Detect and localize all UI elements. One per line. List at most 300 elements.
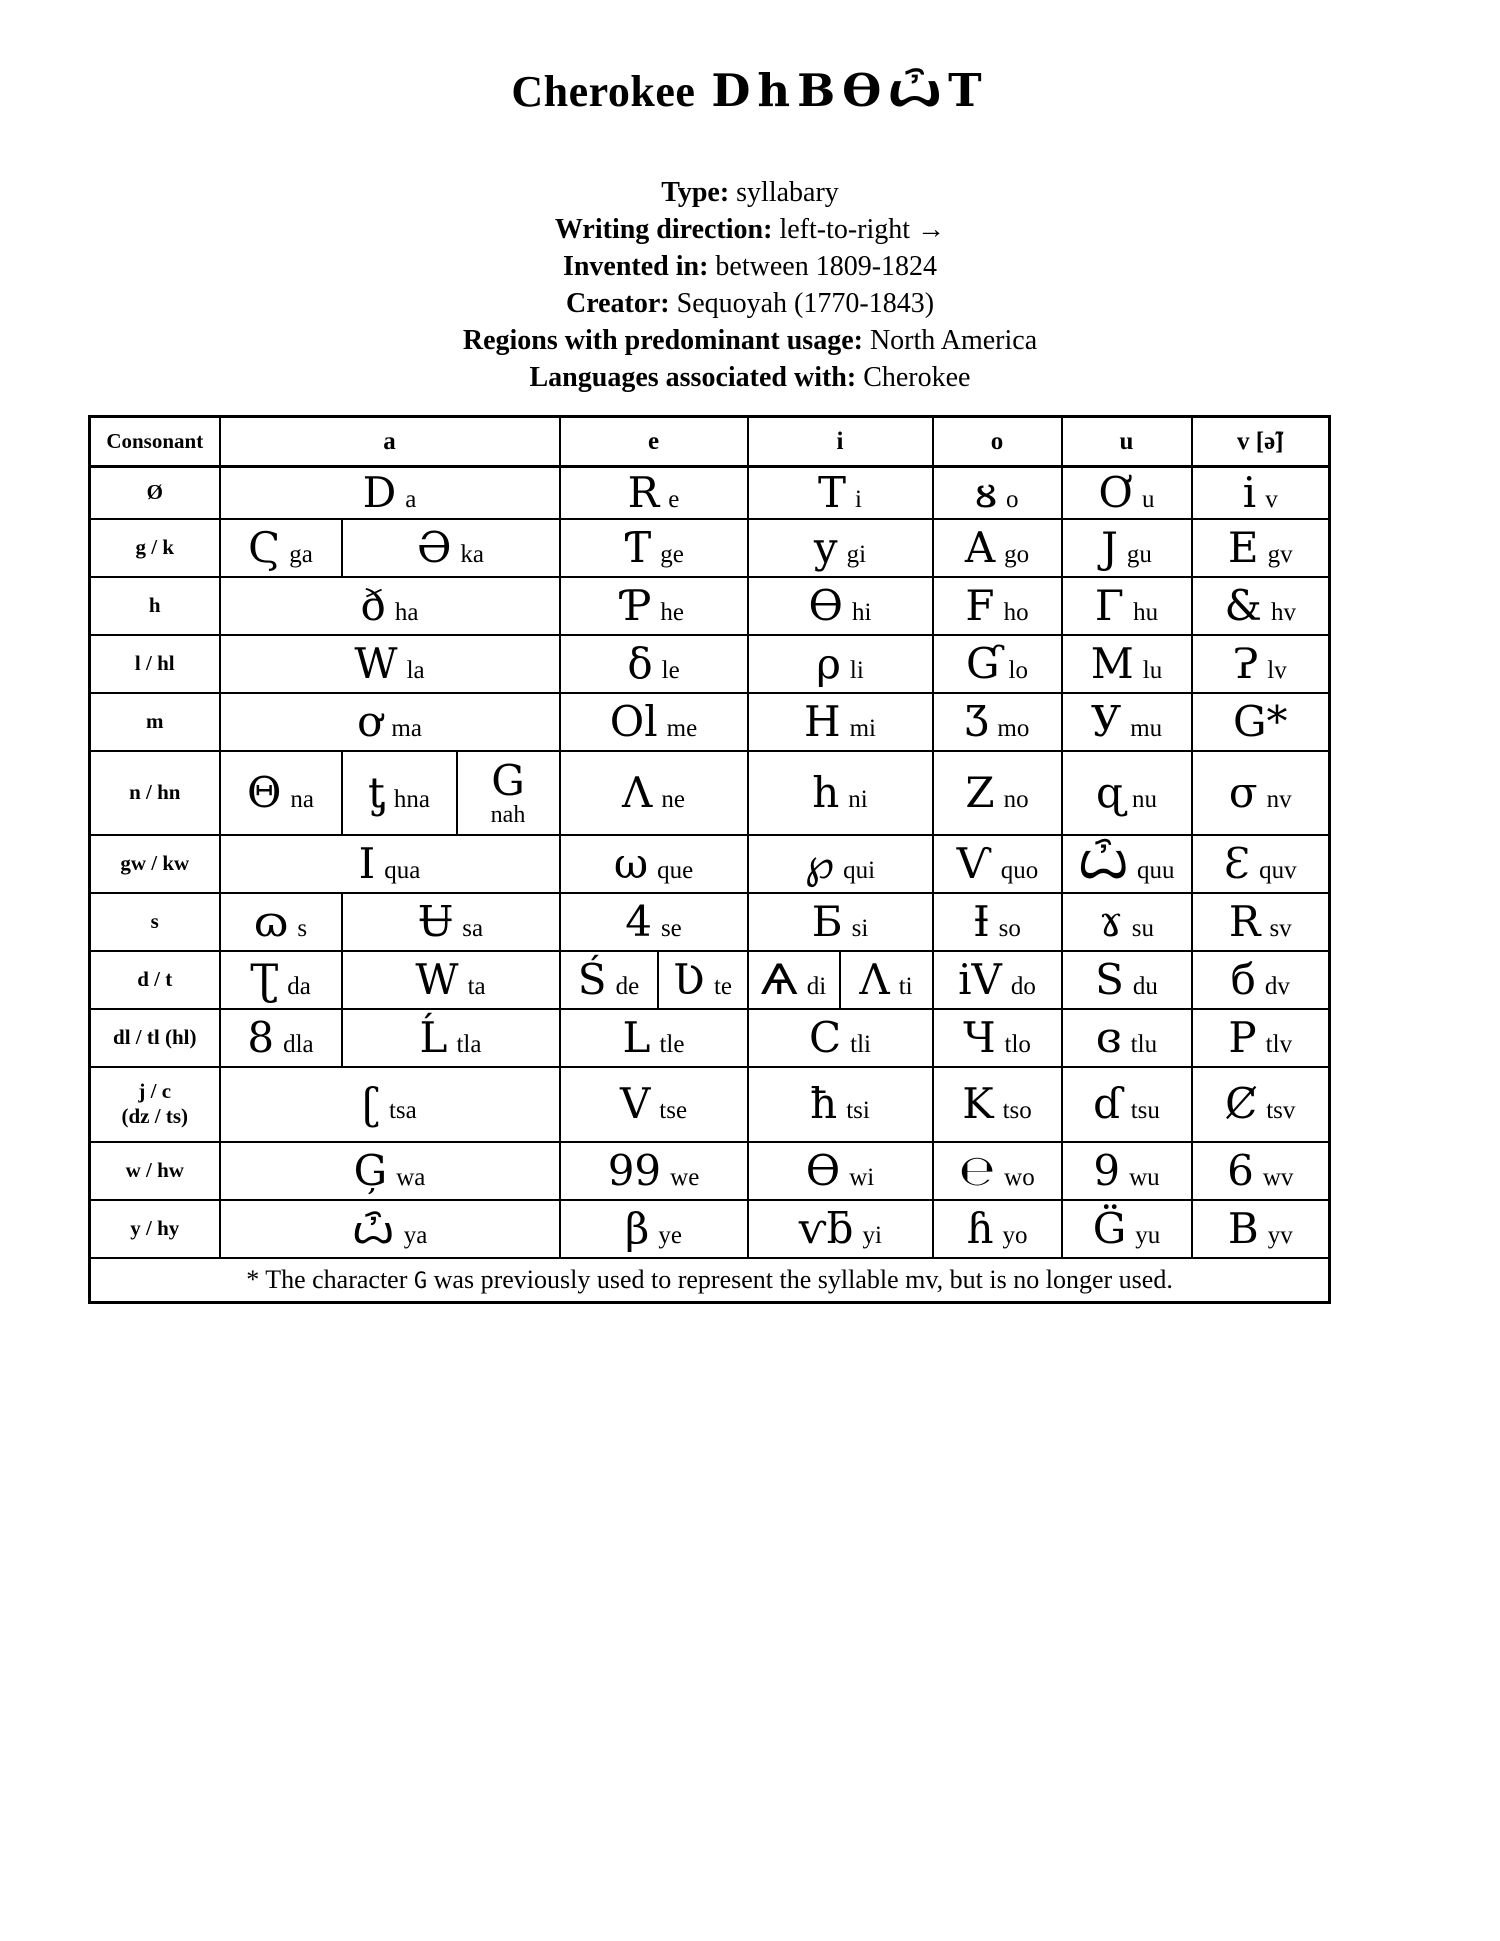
consonant-label: dl / tl (hl) [90, 1009, 220, 1067]
metadata-block [0, 174, 1500, 396]
cherokee-glyph: Ơ [1098, 467, 1133, 517]
syllable-cell-tlo [933, 1009, 1062, 1067]
romanization-label: hv [1270, 598, 1296, 626]
syllable-cell-go [933, 519, 1062, 577]
syllable-cell-wu [1062, 1142, 1192, 1200]
cherokee-glyph: 6 [1227, 1145, 1254, 1195]
syllable-cell-quu [1062, 835, 1192, 893]
syllable-cell-ne [560, 751, 748, 835]
romanization-label: tsi [846, 1097, 870, 1124]
romanization-label: su [1131, 914, 1154, 942]
cherokee-glyph: G̈ [1092, 1203, 1127, 1253]
romanization-label: s [297, 914, 308, 942]
syllable-cell-yi [748, 1200, 933, 1258]
romanization-label: ye [658, 1221, 682, 1249]
romanization-label: sv [1269, 914, 1292, 942]
romanization-label: nah [490, 801, 526, 828]
syllable-cell-tlv [1192, 1009, 1330, 1067]
romanization-label: la [406, 656, 425, 684]
cherokee-glyph: ℮ [959, 1145, 996, 1195]
syllable-cell-e [560, 467, 748, 519]
cherokee-glyph: ρ [816, 638, 841, 688]
syllable-cell-yv [1192, 1200, 1330, 1258]
cherokee-glyph: W [354, 638, 398, 688]
cherokee-glyph: J [1101, 522, 1118, 572]
romanization-label: ti [898, 972, 913, 1000]
romanization-label: do [1010, 972, 1036, 1000]
consonant-label: l / hl [90, 635, 220, 693]
cherokee-glyph: R [627, 467, 660, 517]
romanization-label: te [713, 972, 732, 1000]
romanization-label: lu [1142, 656, 1163, 684]
romanization-label: sa [462, 914, 484, 942]
syllable-cell-su [1062, 893, 1192, 951]
cherokee-glyph: ѵƃ [798, 1203, 854, 1253]
syllable-cell-gv [1192, 519, 1330, 577]
vowel-header-i: i [748, 417, 933, 467]
romanization-label: yv [1267, 1221, 1293, 1249]
vowel-header-u: u [1062, 417, 1192, 467]
cherokee-glyph: D [362, 467, 397, 517]
syllable-cell-di [748, 951, 840, 1009]
cherokee-glyph: ℘ [804, 838, 835, 888]
page-title [0, 64, 1500, 117]
syllable-cell-si [748, 893, 933, 951]
romanization-label: me [666, 714, 698, 742]
syllable-cell-tsu [1062, 1067, 1192, 1142]
cherokee-glyph: Ɛ [1223, 838, 1251, 888]
romanization-label: tsv [1266, 1097, 1296, 1124]
syllable-cell-te [658, 951, 748, 1009]
cherokee-glyph: У [1090, 696, 1122, 746]
cherokee-glyph: 9 [1093, 1145, 1121, 1195]
romanization-label: de [615, 972, 640, 1000]
romanization-label: lo [1008, 656, 1028, 684]
syllable-cell-gu [1062, 519, 1192, 577]
syllable-cell-hna [342, 751, 457, 835]
romanization-label: ha [394, 598, 419, 626]
cherokee-glyph: K [962, 1079, 994, 1128]
syllable-cell-ma [220, 693, 560, 751]
cherokee-glyph: S [1095, 954, 1124, 1004]
cherokee-glyph: W [415, 954, 459, 1004]
metadata-line [0, 211, 1500, 248]
cherokee-glyph: E [1227, 522, 1259, 572]
romanization-label: ge [660, 540, 684, 568]
metadata-line [0, 359, 1500, 396]
syllable-cell-mv [1192, 693, 1330, 751]
syllable-cell-wv [1192, 1142, 1330, 1200]
romanization-label: li [849, 656, 864, 684]
syllable-cell-we [560, 1142, 748, 1200]
syllabary-row-m [90, 693, 1330, 751]
syllable-cell-ka [342, 519, 560, 577]
syllable-cell-tse [560, 1067, 748, 1142]
romanization-label: we [670, 1163, 700, 1191]
consonant-label: h [90, 577, 220, 635]
romanization-label: no [1003, 785, 1029, 813]
cherokee-glyph: Θ [246, 767, 282, 817]
romanization-label: mu [1130, 714, 1163, 742]
romanization-label: qui [843, 856, 876, 884]
consonant-label: y / hy [90, 1200, 220, 1258]
romanization-label: ta [467, 972, 486, 1000]
cherokee-glyph: Ɠ [965, 638, 1000, 688]
syllable-cell-tsi [748, 1067, 933, 1142]
consonant-label: w / hw [90, 1142, 220, 1200]
syllable-cell-yu [1062, 1200, 1192, 1258]
cherokee-glyph: G* [1232, 696, 1288, 746]
cherokee-glyph: A [964, 522, 996, 572]
syllable-cell-ga [220, 519, 342, 577]
cherokee-glyph: ω [613, 838, 649, 888]
syllable-cell-ti [840, 951, 933, 1009]
romanization-label: du [1132, 972, 1158, 1000]
romanization-label: wo [1004, 1163, 1035, 1191]
cherokee-glyph: Ɨ [973, 896, 990, 946]
romanization-label: na [290, 785, 315, 813]
syllable-cell-tlu [1062, 1009, 1192, 1067]
cherokee-glyph: I [358, 838, 376, 888]
syllable-cell-quo [933, 835, 1062, 893]
metadata-line [0, 285, 1500, 322]
cherokee-glyph: G [491, 755, 525, 805]
cherokee-glyph: Ѳ [805, 1145, 841, 1195]
syllable-cell-tli [748, 1009, 933, 1067]
cherokee-glyph: ɦ [966, 1203, 994, 1253]
title-text: Cherokee [511, 67, 696, 116]
metadata-line [0, 174, 1500, 211]
romanization-label: gi [846, 540, 867, 568]
consonant-label: s [90, 893, 220, 951]
metadata-value: between 1809-1824 [708, 251, 938, 282]
cherokee-glyph: δ [627, 638, 653, 688]
cherokee-glyph: ɷ [253, 896, 289, 946]
romanization-label: le [661, 656, 680, 684]
cherokee-glyph: Λ [622, 767, 653, 817]
footnote-pre: * The character [246, 1264, 414, 1294]
syllable-cell-li [748, 635, 933, 693]
cherokee-glyph: ħ [810, 1079, 838, 1128]
syllable-cell-sa [342, 893, 560, 951]
cherokee-glyph: Ɂ [1233, 638, 1259, 688]
romanization-label: tlv [1265, 1030, 1293, 1058]
syllable-cell-no [933, 751, 1062, 835]
romanization-label: si [851, 914, 869, 942]
cherokee-glyph: B [1227, 1203, 1259, 1253]
syllable-cell-tso [933, 1067, 1062, 1142]
syllable-cell-u [1062, 467, 1192, 519]
cherokee-glyph: Ə [416, 522, 452, 572]
syllable-cell-que [560, 835, 748, 893]
romanization-label: quv [1259, 856, 1297, 884]
syllable-cell-ho [933, 577, 1062, 635]
cherokee-glyph: Ś [577, 954, 607, 1004]
syllable-cell-quv [1192, 835, 1330, 893]
romanization-label: yo [1002, 1221, 1028, 1249]
syllabary-table [88, 415, 1331, 1304]
romanization-label: yi [862, 1221, 882, 1249]
romanization-label: ga [289, 540, 313, 568]
cherokee-glyph: Z [965, 767, 995, 817]
syllabary-row-s [90, 893, 1330, 951]
consonant-label: j / c (dz / ts) [90, 1067, 220, 1142]
cherokee-glyph: Ol [609, 696, 658, 746]
cherokee-glyph: Ƃ [811, 896, 843, 946]
syllabary-row-g-k [90, 519, 1330, 577]
metadata-label: Regions with predominant usage: [462, 325, 863, 356]
cherokee-glyph: Ƭ [623, 522, 652, 572]
syllable-cell-mi [748, 693, 933, 751]
footnote-row [90, 1258, 1330, 1303]
syllable-cell-wi [748, 1142, 933, 1200]
syllable-cell-v [1192, 467, 1330, 519]
syllable-cell-me [560, 693, 748, 751]
romanization-label: tla [456, 1030, 482, 1058]
syllabary-row-w-hw [90, 1142, 1330, 1200]
syllable-cell-tsa [220, 1067, 560, 1142]
romanization-label: ne [661, 785, 685, 813]
cherokee-glyph: ƫ [368, 767, 385, 817]
romanization-label: gv [1267, 540, 1293, 568]
cherokee-glyph: M [1090, 638, 1134, 688]
syllable-cell-he [560, 577, 748, 635]
metadata-line [0, 322, 1500, 359]
consonant-label: n / hn [90, 751, 220, 835]
cherokee-glyph: Ʒ [964, 696, 989, 746]
syllabary-row-dl-tl-hl [90, 1009, 1330, 1067]
syllabary-row-l-hl [90, 635, 1330, 693]
cherokee-glyph: ơ [357, 696, 383, 746]
consonant-label: d / t [90, 951, 220, 1009]
cherokee-glyph: Ƥ [623, 580, 652, 630]
metadata-label: Type: [661, 177, 730, 208]
romanization-label: ya [403, 1221, 428, 1249]
cherokee-glyph: H [803, 696, 841, 746]
cherokee-glyph: Ʉ [417, 896, 454, 946]
romanization-label: he [660, 598, 684, 626]
syllable-cell-dla [220, 1009, 342, 1067]
cherokee-glyph: ᴕ [975, 467, 997, 517]
romanization-label: wu [1129, 1163, 1160, 1191]
cherokee-glyph: ɋ [1096, 767, 1123, 817]
syllable-cell-i [748, 467, 933, 519]
romanization-label: ka [460, 540, 485, 568]
syllable-cell-lv [1192, 635, 1330, 693]
cherokee-glyph: 99 [607, 1145, 662, 1195]
syllable-cell-mo [933, 693, 1062, 751]
cherokee-glyph: Ĺ [419, 1012, 448, 1062]
cherokee-glyph: ð [360, 580, 386, 630]
metadata-value: Sequoyah (1770-1843) [669, 288, 935, 319]
romanization-label: go [1004, 540, 1030, 568]
romanization-label: i [855, 485, 862, 513]
syllable-cell-tle [560, 1009, 748, 1067]
syllable-cell-se [560, 893, 748, 951]
romanization-label: o [1006, 485, 1019, 513]
cherokee-glyph: Ϛ [248, 522, 281, 572]
metadata-value: Cherokee [856, 362, 971, 393]
romanization-label: yu [1135, 1221, 1161, 1249]
romanization-label: di [806, 972, 827, 1000]
cherokee-glyph: 4 [625, 896, 652, 946]
cherokee-glyph: L [622, 1012, 651, 1062]
vowel-header-e: e [560, 417, 748, 467]
romanization-label: que [657, 856, 694, 884]
syllable-cell-de [560, 951, 658, 1009]
romanization-label: ni [848, 785, 868, 813]
romanization-label: dla [283, 1030, 314, 1058]
cherokee-glyph: Ч [963, 1012, 996, 1062]
cherokee-glyph: & [1224, 580, 1262, 630]
romanization-label: tle [659, 1030, 685, 1058]
cherokee-glyph: Ʋ [673, 954, 705, 1004]
cherokee-glyph: ɤ [1099, 896, 1123, 946]
syllable-cell-sv [1192, 893, 1330, 951]
romanization-label: quu [1137, 856, 1175, 884]
syllabary-row-h [90, 577, 1330, 635]
cherokee-glyph: Ѵ [955, 838, 992, 888]
syllable-cell-ge [560, 519, 748, 577]
syllabary-row-j-c [90, 1067, 1330, 1142]
cherokee-glyph: Ģ [353, 1145, 388, 1195]
cherokee-glyph: σ [1228, 767, 1258, 817]
vowel-header-o: o [933, 417, 1062, 467]
romanization-label: wi [849, 1163, 875, 1191]
metadata-line [0, 248, 1500, 285]
cherokee-glyph: Ɵ [808, 580, 843, 630]
romanization-label: u [1141, 485, 1155, 513]
cherokee-glyph: Ʈ [250, 954, 279, 1004]
romanization-label: qua [384, 856, 421, 884]
vowel-header-a: a [220, 417, 560, 467]
syllable-cell-hu [1062, 577, 1192, 635]
syllable-cell-hv [1192, 577, 1330, 635]
syllable-cell-le [560, 635, 748, 693]
syllable-cell-hi [748, 577, 933, 635]
romanization-label: tlu [1130, 1030, 1158, 1058]
romanization-label: tso [1002, 1097, 1032, 1124]
syllable-cell-lu [1062, 635, 1192, 693]
cherokee-glyph: V [619, 1079, 651, 1128]
syllable-cell-do [933, 951, 1062, 1009]
syllable-cell-du [1062, 951, 1192, 1009]
romanization-label: tli [850, 1030, 871, 1058]
syllable-cell-lo [933, 635, 1062, 693]
syllable-cell-nu [1062, 751, 1192, 835]
syllable-cell-ye [560, 1200, 748, 1258]
cherokee-glyph: C [809, 1012, 842, 1062]
romanization-label: ma [391, 714, 422, 742]
cherokee-glyph: Ѧ [760, 954, 798, 1004]
syllable-cell-wo [933, 1142, 1062, 1200]
cherokee-glyph: y [813, 522, 838, 572]
romanization-label: se [660, 914, 682, 942]
cherokee-glyph: б [1230, 954, 1256, 1004]
corner-header-consonant: Consonant [90, 417, 220, 467]
cherokee-glyph: h [812, 767, 840, 817]
romanization-label: wa [396, 1163, 426, 1191]
footnote-obsolete-character: G [413, 1268, 428, 1294]
syllable-cell-tsv [1192, 1067, 1330, 1142]
romanization-label: tlo [1004, 1030, 1031, 1058]
romanization-label: lv [1267, 656, 1287, 684]
consonant-label: Ø [90, 467, 220, 519]
syllable-cell-na [220, 751, 342, 835]
syllable-cell-a [220, 467, 560, 519]
romanization-label: e [668, 485, 680, 513]
syllable-cell-ni [748, 751, 933, 835]
syllable-cell-la [220, 635, 560, 693]
syllabary-row-gw-kw [90, 835, 1330, 893]
syllable-cell-dv [1192, 951, 1330, 1009]
syllabary-row- [90, 467, 1330, 519]
romanization-label: tsu [1130, 1097, 1160, 1124]
romanization-label: v [1265, 485, 1278, 513]
syllable-cell-qua [220, 835, 560, 893]
footnote-post: was previously used to represent the syllable mv, but is no longer used. [427, 1264, 1173, 1294]
cherokee-glyph: F [965, 580, 995, 630]
metadata-value: North America [862, 325, 1038, 356]
footnote-text [90, 1258, 1330, 1303]
syllable-cell-s [220, 893, 342, 951]
romanization-label: mi [849, 714, 877, 742]
romanization-label: tsa [388, 1097, 417, 1124]
syllable-cell-ha [220, 577, 560, 635]
cherokee-glyph: P [1228, 1012, 1257, 1062]
romanization-label: mo [997, 714, 1030, 742]
romanization-label: ho [1003, 598, 1029, 626]
metadata-value: left-to-right → [772, 214, 946, 245]
consonant-label: gw / kw [90, 835, 220, 893]
romanization-label: a [405, 485, 417, 513]
cherokee-glyph: ѽ [351, 1203, 395, 1253]
metadata-label: Languages associated with: [529, 362, 857, 393]
romanization-label: da [287, 972, 311, 1000]
consonant-label: m [90, 693, 220, 751]
syllable-cell-o [933, 467, 1062, 519]
cherokee-glyph: ʗ [362, 1079, 380, 1128]
cherokee-glyph: 8 [247, 1012, 275, 1062]
cherokee-glyph: i [1242, 467, 1257, 517]
romanization-label: hu [1133, 598, 1159, 626]
cherokee-glyph: iV [958, 954, 1002, 1004]
romanization-label: tse [659, 1097, 688, 1124]
metadata-label: Writing direction: [554, 214, 773, 245]
romanization-label: nu [1131, 785, 1157, 813]
cherokee-glyph: T [818, 467, 847, 517]
syllable-cell-yo [933, 1200, 1062, 1258]
syllable-cell-nv [1192, 751, 1330, 835]
syllable-cell-so [933, 893, 1062, 951]
cherokee-glyph: Ʌ [859, 954, 890, 1004]
syllable-cell-da [220, 951, 342, 1009]
title-cherokee-glyphs: DhBѲѽT [711, 64, 989, 117]
cherokee-glyph: Γ [1094, 580, 1125, 630]
header-row [90, 417, 1330, 467]
cherokee-glyph: R [1228, 896, 1261, 946]
syllable-cell-qui [748, 835, 933, 893]
syllabary-row-n-hn [90, 751, 1330, 835]
romanization-label: hi [851, 598, 872, 626]
syllabary-row-y-hy [90, 1200, 1330, 1258]
syllable-cell-ta [342, 951, 560, 1009]
syllable-cell-ya [220, 1200, 560, 1258]
romanization-label: gu [1126, 540, 1152, 568]
consonant-label: g / k [90, 519, 220, 577]
romanization-label: dv [1264, 972, 1290, 1000]
cherokee-glyph: ɞ [1095, 1012, 1122, 1062]
